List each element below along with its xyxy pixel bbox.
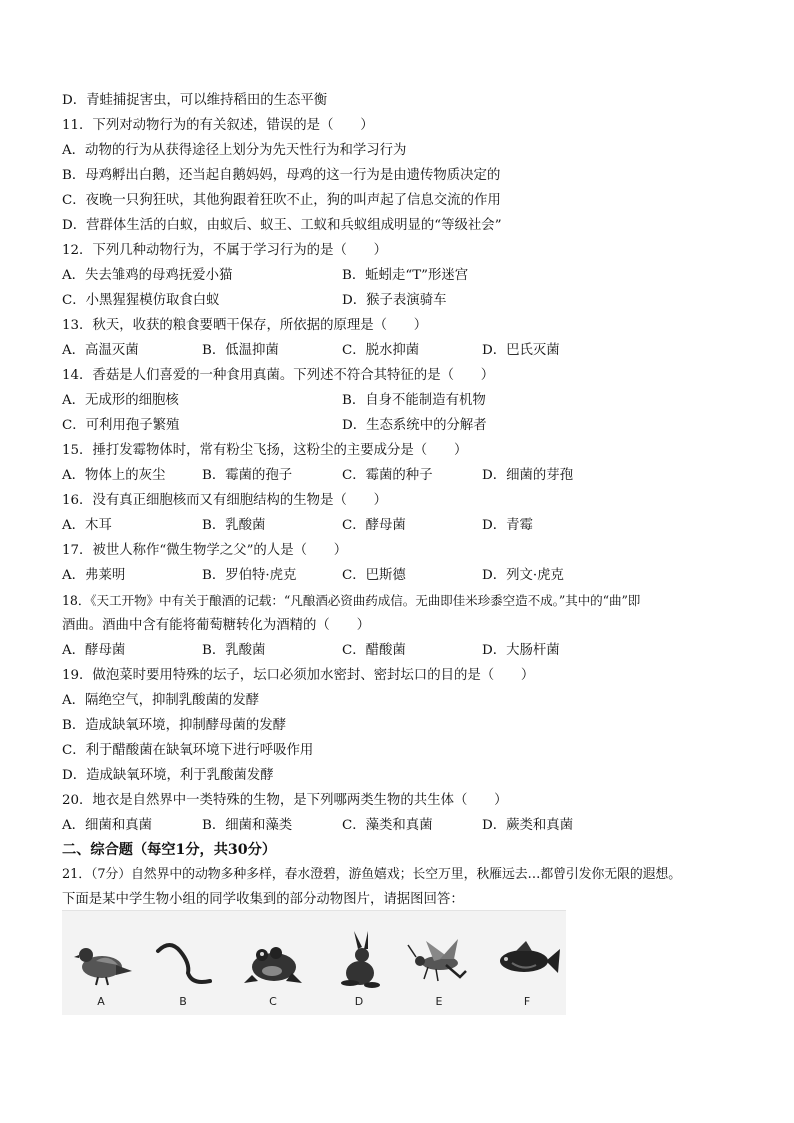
earthworm-image <box>148 931 218 991</box>
q14-option-b: B．自身不能制造有机物 <box>342 393 486 408</box>
pigeon-image <box>66 931 136 991</box>
q16-option-c: C．酵母菌 <box>342 518 406 533</box>
figure-label-c: C <box>269 995 277 1008</box>
q17-stem: 17．被世人称作“微生物学之父”的人是（ ） <box>62 543 348 558</box>
figure-label-a: A <box>97 995 105 1008</box>
q16-stem: 16．没有真正细胞核而又有细胞结构的生物是（ ） <box>62 493 388 508</box>
q21-intro-line1: 21．（7分）自然界中的动物多种多样，春水澄碧，游鱼嬉戏；长空万里，秋雁远去…都曾引发你无限的遐想。 <box>62 867 682 882</box>
q13-option-a: A．高温灭菌 <box>62 343 139 358</box>
q13-option-b: B．低温抑菌 <box>202 343 279 358</box>
q14-option-d: D．生态系统中的分解者 <box>342 418 487 433</box>
q20-option-c: C．藻类和真菌 <box>342 818 433 833</box>
q12-option-a: A．失去雏鸡的母鸡抚爱小猫 <box>62 268 233 283</box>
q17-option-d: D．列文·虎克 <box>482 568 564 583</box>
q19-option-d: D．造成缺氧环境，利于乳酸菌发酵 <box>62 768 274 783</box>
frog-image <box>238 931 308 991</box>
figure-label-d: D <box>354 995 364 1008</box>
q11-option-d: D．营群体生活的白蚁，由蚁后、蚁王、工蚁和兵蚁组成明显的“等级社会” <box>62 218 502 233</box>
q18-stem-line2: 酒曲。酒曲中含有能将葡萄糖转化为酒精的（ ） <box>62 618 370 633</box>
figure-label-b: B <box>179 995 187 1008</box>
q20-option-a: A．细菌和真菌 <box>62 818 153 833</box>
q15-option-c: C．霉菌的种子 <box>342 468 433 483</box>
q21-intro-line2: 下面是某中学生物小组的同学收集到的部分动物图片，请据图回答： <box>62 892 464 907</box>
q15-option-b: B．霉菌的孢子 <box>202 468 293 483</box>
q11-stem: 11．下列对动物行为的有关叙述，错误的是（ ） <box>62 118 374 133</box>
figure-label-e: E <box>435 995 443 1008</box>
q13-option-d: D．巴氏灭菌 <box>482 343 560 358</box>
q18-option-b: B．乳酸菌 <box>202 643 266 658</box>
q13-option-c: C．脱水抑菌 <box>342 343 420 358</box>
q19-option-b: B．造成缺氧环境，抑制酵母菌的发酵 <box>62 718 287 733</box>
q14-option-c: C．可利用孢子繁殖 <box>62 418 180 433</box>
q18-option-d: D．大肠杆菌 <box>482 643 560 658</box>
q12-option-c: C．小黑猩猩模仿取食白蚁 <box>62 293 220 308</box>
q18-option-a: A．酵母菌 <box>62 643 126 658</box>
q20-option-b: B．细菌和藻类 <box>202 818 293 833</box>
animal-figure <box>62 910 566 1015</box>
q11-option-c: C．夜晚一只狗狂吠，其他狗跟着狂吹不止，狗的叫声起了信息交流的作用 <box>62 193 501 208</box>
fish-image <box>492 931 562 991</box>
q15-option-d: D．细菌的芽孢 <box>482 468 574 483</box>
section-heading-comprehensive: 二、综合题（每空1分，共30分） <box>62 842 277 858</box>
q10-option-d: D．青蛙捕捉害虫，可以维持稻田的生态平衡 <box>62 93 328 108</box>
q15-stem: 15．捶打发霉物体时，常有粉尘飞扬，这粉尘的主要成分是（ ） <box>62 443 468 458</box>
q18-stem-line1: 18．《天工开物》中有关于酿酒的记载：“凡酿酒必资曲药成信。无曲即佳米珍黍空造不成。”其中的“曲”即 <box>62 593 641 608</box>
q11-option-a: A．动物的行为从获得途径上划分为先天性行为和学习行为 <box>62 143 407 158</box>
q16-option-d: D．青霉 <box>482 518 533 533</box>
q20-stem: 20．地衣是自然界中一类特殊的生物，是下列哪两类生物的共生体（ ） <box>62 793 508 808</box>
q13-stem: 13．秋天，收获的粮食要晒干保存，所依据的原理是（ ） <box>62 318 428 333</box>
q14-stem: 14．香菇是人们喜爱的一种食用真菌。下列述不符合其特征的是（ ） <box>62 368 495 383</box>
rabbit-image <box>324 931 394 991</box>
q19-option-a: A．隔绝空气，抑制乳酸菌的发酵 <box>62 693 260 708</box>
q19-stem: 19．做泡菜时要用特殊的坛子，坛口必须加水密封、密封坛口的目的是（ ） <box>62 668 535 683</box>
q17-option-c: C．巴斯德 <box>342 568 406 583</box>
q20-option-d: D．蕨类和真菌 <box>482 818 574 833</box>
q16-option-a: A．木耳 <box>62 518 112 533</box>
q12-option-b: B．蚯蚓走“T”形迷宫 <box>342 268 469 283</box>
q12-option-d: D．猴子表演骑车 <box>342 293 447 308</box>
figure-label-f: F <box>523 995 531 1008</box>
q16-option-b: B．乳酸菌 <box>202 518 266 533</box>
q11-option-b: B．母鸡孵出白鹅，还当起自鹅妈妈，母鸡的这一行为是由遗传物质决定的 <box>62 168 501 183</box>
grasshopper-image <box>404 931 474 991</box>
q17-option-b: B．罗伯特·虎克 <box>202 568 297 583</box>
q17-option-a: A．弗莱明 <box>62 568 126 583</box>
q12-stem: 12．下列几种动物行为，不属于学习行为的是（ ） <box>62 243 388 258</box>
q18-option-c: C．醋酸菌 <box>342 643 406 658</box>
q19-option-c: C．利于醋酸菌在缺氧环境下进行呼吸作用 <box>62 743 314 758</box>
q15-option-a: A．物体上的灰尘 <box>62 468 166 483</box>
q14-option-a: A．无成形的细胞核 <box>62 393 179 408</box>
